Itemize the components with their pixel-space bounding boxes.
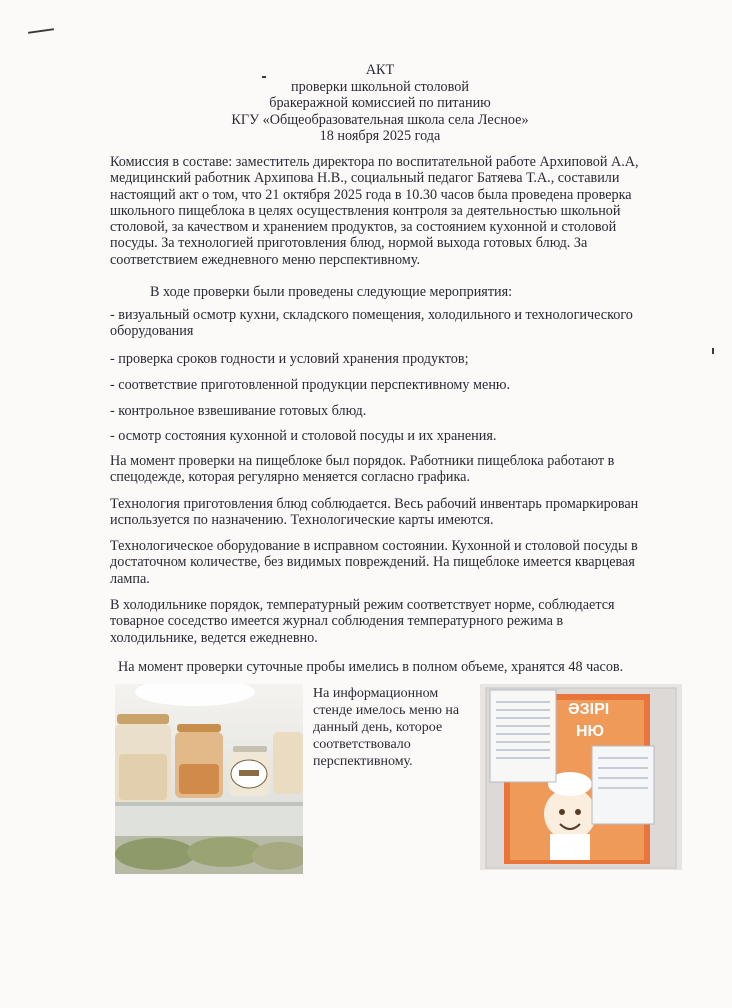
scan-mark-top-left [28,28,54,34]
measure-item: - визуальный осмотр кухни, складского помещения, холодильного и технологического оборудования [110,307,633,340]
fridge-photo [115,684,303,874]
measure-item: - соответствие приготовленной продукции перспективному меню. [110,377,511,393]
measures-title: В ходе проверки были проведены следующие мероприятия: [150,284,513,300]
measure-item: - контрольное взвешивание готовых блюд. [110,403,367,419]
poster-title-2: НЮ [576,723,605,740]
scan-mark-right [712,348,714,354]
poster-title: ӘЗІРІ [568,701,610,718]
finding-paragraph: Технологическое оборудование в исправном состоянии. Кухонной и столовой посуды в достаточном количестве, без видимых повреждений. На пищеблоке имеется кварцевая лампа. [110,538,638,587]
fridge-photo-image [115,684,303,874]
measure-item: - проверка сроков годности и условий хранения продуктов; [110,351,469,367]
document-header [150,62,610,145]
doc-school-name: КГУ «Общеобразовательная школа села Лесное» [231,111,529,128]
finding-paragraph: На момент проверки на пищеблоке был порядок. Работники пищеблока работают в спецодежде, которая регулярно меняется согласно графика. [110,453,615,486]
finding-paragraph: В холодильнике порядок, температурный режим соответствует норме, соблюдается товарное соседство имеется журнал соблюдения температурного режима в холодильнике, ведется ежедневно. [110,597,615,646]
doc-date: 18 ноября 2025 года [319,128,441,144]
doc-subtitle-commission: бракеражной комиссией по питанию [269,95,491,111]
menu-caption: На информационном стенде имелось меню на данный день, которое соответствовало перспективному. [313,686,460,769]
menu-stand-image [480,684,682,870]
intro-paragraph: Комиссия в составе: заместитель директора по воспитательной работе Архиповой А.А, медицинский работник Архипова Н.В., социальный педагог Батяева Т.А., составили настоящий акт о том, что 21 октября 2025 года в 10.30 часов была проведена проверка школьного пищеблока в целях осуществления контроля за деятельностью школьной столовой, за качеством и хранением продуктов, за состоянием кухонной и столовой посуды. За технологией приготовления блюд, нормой выхода готовых блюд. За соответствием ежедневного меню перспективному. [110,154,639,268]
finding-paragraph: Технология приготовления блюд соблюдается. Весь рабочий инвентарь промаркирован используется по назначению. Технологические карты имеются. [110,496,639,529]
menu-stand-photo [480,684,682,870]
doc-title: АКТ [365,62,395,78]
samples-paragraph: На момент проверки суточные пробы имелись в полном объеме, хранятся 48 часов. [118,659,624,675]
doc-subtitle: проверки школьной столовой [291,78,469,95]
measure-item: - осмотр состояния кухонной и столовой посуды и их хранения. [110,428,497,444]
